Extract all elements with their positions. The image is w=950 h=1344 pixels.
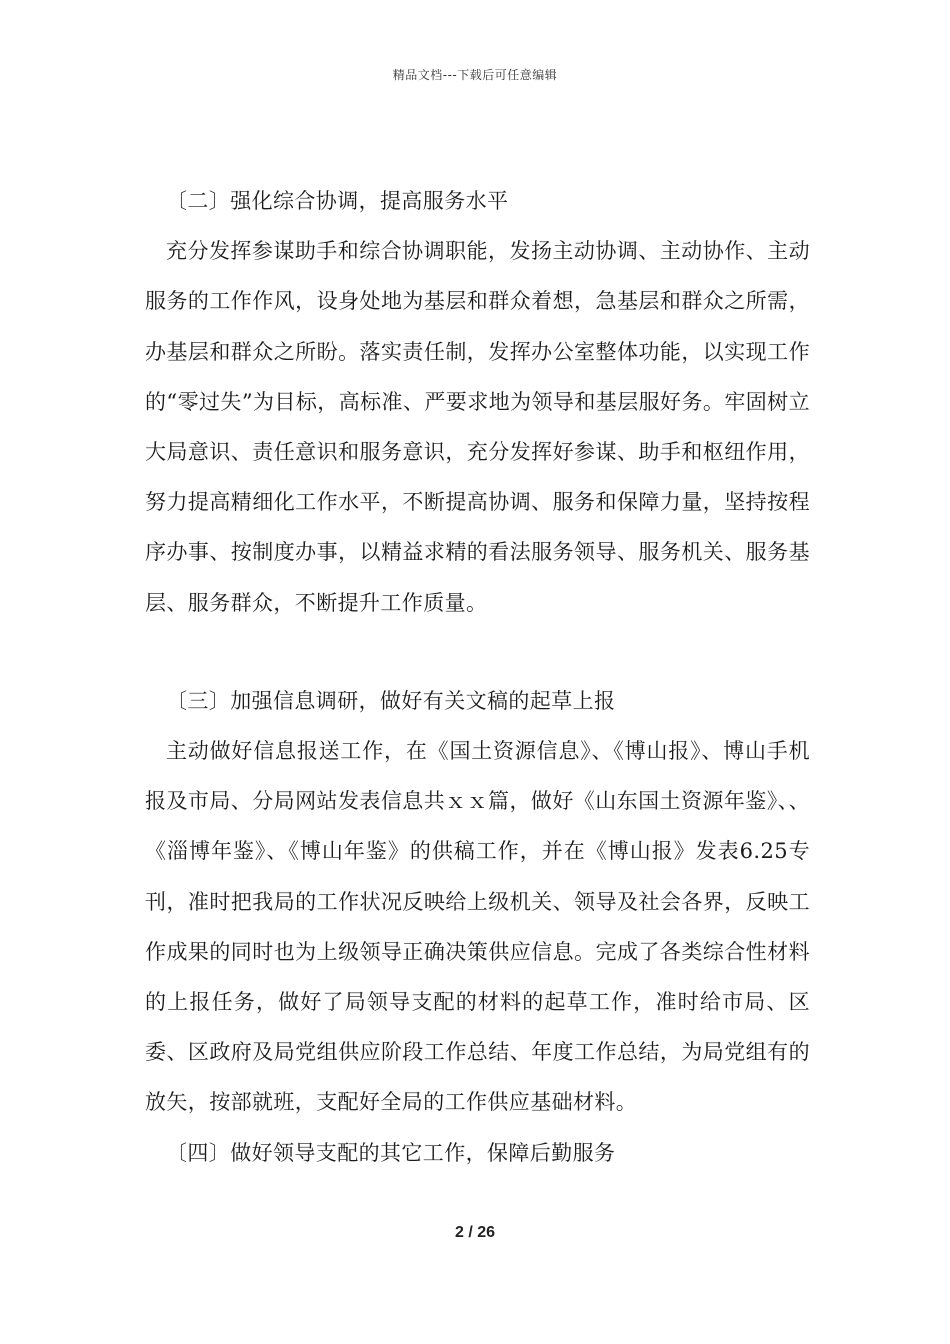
section-spacer — [145, 628, 810, 676]
section-paragraph-3: 主动做好信息报送工作，在《国土资源信息》、《博山报》、博山手机报及市局、分局网站发表信息共ｘｘ篇，做好《山东国土资源年鉴》、、《淄博年鉴》、《博山年鉴》的供稿工作，并在《博山报》发表6.25专刊，准时把我局的工作状况反映给上级机关、领导及社会各界，反映工作成果的同时也为上级领导正确决策供应信息。完成了各类综合性材料的上报任务，做好了局领导支配的材料的起草工作，准时给市局、区委、区政府及局党组供应阶段工作总结、年度工作总结，为局党组有的放矢，按部就班，支配好全局的工作供应基础材料。 — [145, 739, 810, 1115]
section-heading-2: 〔二〕强化综合协调，提高服务水平 — [166, 189, 509, 213]
document-body — [145, 176, 810, 1178]
section-heading-4: 〔四〕做好领导支配的其它工作，保障后勤服务 — [166, 1140, 616, 1165]
section-heading-3: 〔三〕加强信息调研，做好有关文稿的起草上报 — [166, 688, 616, 713]
header-note: 精品文档---下载后可任意编辑 — [392, 68, 558, 82]
page-number: 2 / 26 — [454, 1224, 496, 1241]
section-paragraph-2: 充分发挥参谋助手和综合协调职能，发扬主动协调、主动协作、主动服务的工作作风，设身处地为基层和群众着想，急基层和群众之所需，办基层和群众之所盼。落实责任制，发挥办公室整体功能，以实现工作的“零过失”为目标，高标准、严要求地为领导和基层服好务。牢固树立大局意识、责任意识和服务意识，充分发挥好参谋、助手和枢纽作用，努力提高精细化工作水平，不断提高协调、服务和保障力量，坚持按程序办事、按制度办事，以精益求精的看法服务领导、服务机关、服务基层、服务群众，不断提升工作质量。 — [145, 239, 810, 615]
